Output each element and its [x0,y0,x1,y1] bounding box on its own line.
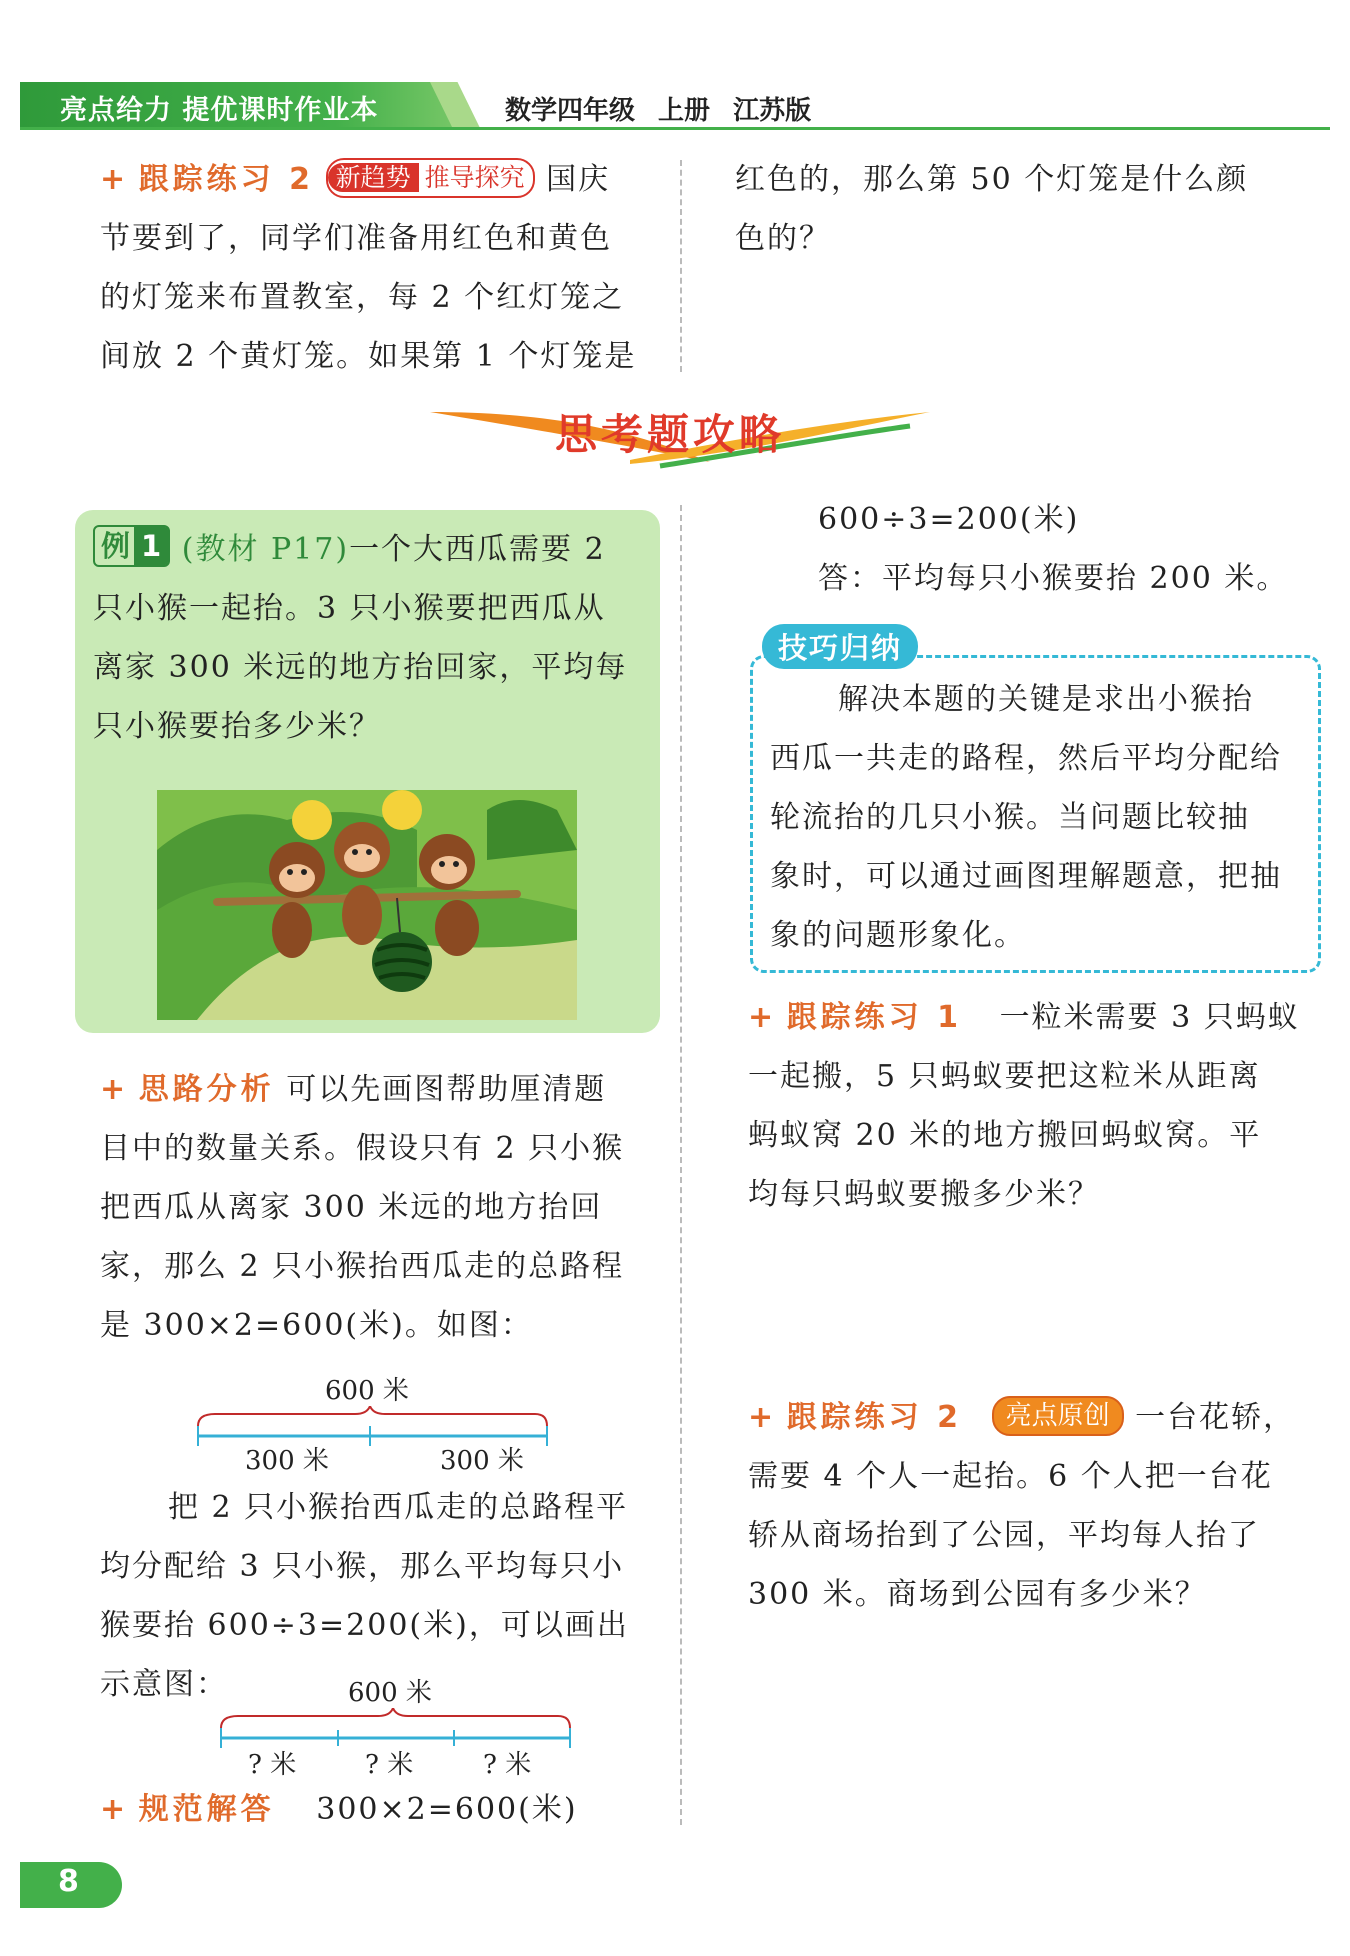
plus-icon: + [748,1400,776,1435]
text-line: 轿从商场抬到了公园，平均每人抬了 [748,1518,1260,1553]
plus-icon: + [100,1792,128,1827]
diagram2-part: ? 米 [483,1750,532,1780]
diagram2-total: 600 米 [348,1678,432,1708]
text-line: 把西瓜从离家 300 米远的地方抬回 [100,1190,603,1225]
section-title: 思考题攻略 [555,410,786,459]
tip-text [770,670,1310,965]
diagram1-part2: 300 米 [440,1446,524,1476]
text-line: 的灯笼来布置教室，每 2 个红灯笼之 [100,280,625,315]
original-badge: 亮点原创 [992,1396,1124,1436]
practice1-text: + 跟踪练习 1 一粒米需要 3 只蚂蚁 一起搬，5 只蚂蚁要把这粒米从距离 蚂蚁窝 20 米的地方搬回蚂蚁窝。平 均每只蚂蚁要搬多少米？ [748,988,1318,1224]
text-line: 家，那么 2 只小猴抬西瓜走的总路程 [100,1249,625,1284]
text-line: 离家 300 米远的地方抬回家，平均每 [93,650,628,685]
example-source: (教材 P17) [181,532,350,567]
text-line: 轮流抬的几只小猴。当问题比较抽 [770,800,1250,835]
example-tag: 例 1 [93,525,170,567]
analysis-text: + 思路分析 可以先画图帮助厘清题 目中的数量关系。假设只有 2 只小猴 把西瓜从离家 300 米远的地方抬回 家，那么 2 只小猴抬西瓜走的总路程 是 300×2=600(米)。如图： [100,1060,660,1355]
practice1-title: 跟踪练习 1 [786,1000,963,1035]
text-line: 均每只蚂蚁要搬多少米？ [748,1177,1100,1212]
segment-diagram-1 [195,1370,555,1476]
answer-line-1: 300×2=600(米) [316,1792,578,1827]
diagram2-part: ? 米 [248,1750,297,1780]
tip-title: 技巧归纳 [762,624,918,669]
text-line: 均分配给 3 只小猴，那么平均每只小 [100,1549,625,1584]
text-line: 把 2 只小猴抬西瓜走的总路程平 [168,1490,629,1525]
answer-right [818,490,1318,608]
text-line: 300 米。商场到公园有多少米？ [748,1577,1207,1612]
text-line: 需要 4 个人一起抬。6 个人把一台花 [748,1459,1273,1494]
text-line: 示意图： [100,1667,228,1702]
answer-left [100,1780,660,1839]
text-line: 是 300×2=600(米)。如图： [100,1308,533,1343]
diagram1-part1: 300 米 [245,1446,329,1476]
analysis-title: 思路分析 [138,1072,275,1107]
text-line: 象时，可以通过画图理解题意，把抽 [770,859,1282,894]
answer-line-2: 600÷3=200(米) [818,502,1080,537]
answer-line-3: 答：平均每只小猴要抬 200 米。 [818,561,1289,596]
text-line: 红色的，那么第 50 个灯笼是什么颜 [735,162,1249,197]
text-line: 蚂蚁窝 20 米的地方搬回蚂蚁窝。平 [748,1118,1262,1153]
example-text: 例 1 (教材 P17)一个大西瓜需要 2 只小猴一起抬。3 只小猴要把西瓜从 离家 300 米远的地方抬回家，平均每 只小猴要抬多少米？ [93,520,653,756]
top-practice-left: + 跟踪练习 2 新趋势 推导探究 国庆 节要到了，同学们准备用红色和黄色 的灯笼来布置教室，每 2 个红灯笼之 间放 2 个黄灯笼。如果第 1 个灯笼是 [100,150,670,386]
monkeys-watermelon-illustration [157,790,577,1020]
column-divider-top [680,160,682,372]
text-line: 只小猴一起抬。3 只小猴要把西瓜从 [93,591,606,626]
column-divider-main [680,505,682,1825]
text-line: 色的？ [735,221,831,256]
text-line: 象的问题形象化。 [770,918,1026,953]
text-line: 只小猴要抬多少米？ [93,709,381,744]
diagram2-part: ? 米 [365,1750,414,1780]
text-line: 一起搬，5 只蚂蚁要把这粒米从距离 [748,1059,1261,1094]
text-line: 解决本题的关键是求出小猴抬 [838,682,1254,717]
text-line: 猴要抬 600÷3=200(米)，可以画出 [100,1608,629,1643]
header-brand: 亮点给力 提优课时作业本 [60,95,379,126]
text-line: 西瓜一共走的路程，然后平均分配给 [770,741,1282,776]
text-line: 间放 2 个黄灯笼。如果第 1 个灯笼是 [100,339,637,374]
top-practice-right [735,150,1305,268]
segment-diagram-2 [218,1672,578,1780]
header-rule [20,127,1330,130]
trend-badge: 新趋势 推导探究 [326,158,535,198]
plus-icon: + [100,162,128,197]
practice2b-text: + 跟踪练习 2 亮点原创 一台花轿， 需要 4 个人一起抬。6 个人把一台花 轿从商场抬到了公园，平均每人抬了 300 米。商场到公园有多少米？ [748,1388,1318,1624]
header-book-info: 数学四年级 上册 江苏版 [505,96,812,126]
answer-title: 规范解答 [138,1792,275,1827]
practice2b-title: 跟踪练习 2 [786,1400,963,1435]
page-number: 8 [58,1864,79,1899]
text-line: 节要到了，同学们准备用红色和黄色 [100,221,612,256]
plus-icon: + [748,1000,776,1035]
practice2-title: 跟踪练习 2 [138,162,315,197]
text-line: 目中的数量关系。假设只有 2 只小猴 [100,1131,625,1166]
diagram1-total: 600 米 [325,1376,409,1406]
plus-icon: + [100,1072,128,1107]
